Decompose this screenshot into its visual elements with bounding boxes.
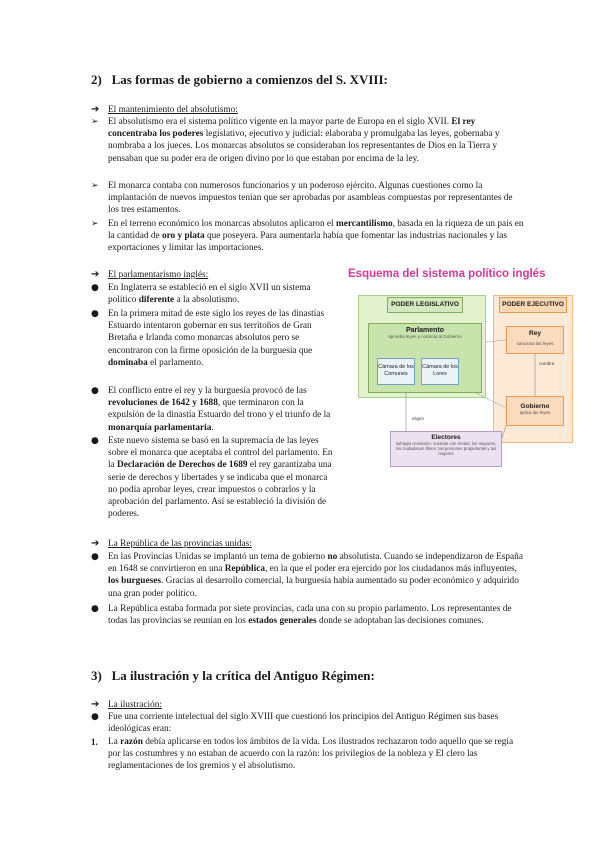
- bullet-icon: ●: [91, 712, 99, 722]
- bold-text: estados generales: [248, 616, 317, 627]
- parlamentarismo-subheading: [91, 269, 321, 281]
- bold-text: revoluciones de 1642 y 1688: [108, 398, 218, 409]
- government-label: Gobierno: [520, 403, 550, 410]
- subheading-text: La ilustración:: [108, 700, 162, 710]
- text: , en la que el poder era ejercido por los ciudadanos más influyentes,: [265, 564, 517, 575]
- bold-text: Declaración de Derechos de 1689: [117, 460, 248, 471]
- text: En las Provincias Unidas se implantó un tema de gobierno: [108, 552, 326, 562]
- republica-subheading: [91, 538, 521, 550]
- triangle-bullet-icon: ➢: [91, 219, 99, 229]
- section-3-heading: [91, 668, 531, 684]
- text: a la absolutismo.: [176, 295, 240, 306]
- text: El conflicto entre el rey y la burguesía provocó de las: [108, 386, 307, 396]
- section-title: Las formas de gobierno a comienzos del S. XVIII:: [111, 72, 388, 87]
- subheading-text: El parlamentarismo inglés:: [108, 270, 209, 280]
- section-number: 3): [91, 668, 102, 683]
- text: que poseyera. Para aumentarla había que fomentar las industrias nacionales y las exportaciones y limitar las importaciones.: [108, 231, 507, 254]
- parlamentarismo-bullet-3: [91, 385, 337, 434]
- section-title: La ilustración y la crítica del Antiguo Régimen:: [111, 668, 375, 683]
- bullet-icon: ●: [91, 309, 99, 319]
- commons-box: Cámara de los Comunes: [377, 358, 415, 385]
- arrow-icon: ➔: [91, 538, 100, 549]
- appoints-label: nombra: [539, 361, 555, 366]
- text: La República estaba formada por siete provincias, cada una con su propio parlamento. Los representantes de todas las provincias se reunían en los: [108, 604, 512, 627]
- subheading-text: El mantenimiento del absolutismo:: [108, 105, 238, 115]
- bullet-icon: ●: [91, 604, 99, 614]
- text: debía aplicarse en todos los ámbitos de la vida. Los ilustrados rechazaron todo aquello que se regía por las costumbres y no estaban de acuerdo con la razón: los privilegios de la nobleza y El clero las reglamentaciones de los gremios y el absolutismo.: [108, 737, 514, 772]
- absolutismo-subheading: [91, 104, 521, 116]
- text: legislativo, ejecutivo y judicial: elaboraba y promulgaba las leyes, gobernaba y nombraba a los jueces. Los monarcas absolutos se consideraban los representantes de Dios en la Tierra y pensaban que su poder era de origen divino por lo que estaban por encima de la ley.: [108, 129, 500, 164]
- text: En la primera mitad de este siglo los reyes de las dinastías Estuardo intentaron gobernar en sus territoños de Gran Bretaña e Irlanda como monarcas absolutos pero se encontraron con la firme oposición de la burguesía que: [108, 309, 325, 356]
- text: el parlamento.: [150, 357, 204, 368]
- text: El absolutismo era el sistema político vigente en la mayor parte de Europa en el siglo XVII.: [108, 117, 450, 127]
- absolutismo-paragraph-1: [91, 116, 525, 165]
- text: Este nuevo sistema se basó en la supremacía de las leyes sobre el monarca que aceptaba el control del parlamento. En la: [108, 436, 333, 471]
- bullet-icon: ●: [91, 436, 99, 446]
- diagram-title: Esquema del sistema político inglés: [348, 268, 546, 280]
- text: , basada en la riqueza de un país en la cantidad de: [108, 219, 524, 242]
- bold-text: El rey concentraba los poderes: [108, 117, 476, 140]
- text: Fue una corriente intelectual del siglo XVIII que cuestionó los principios del Antiguo Régimen sus bases ideológicas eran:: [108, 712, 499, 735]
- text: donde se adoptaban las decisiones comunes.: [318, 616, 484, 627]
- electors-label: Electores: [431, 434, 461, 441]
- arrow-icon: ➔: [91, 269, 100, 280]
- bullet-icon: ●: [91, 386, 99, 396]
- text: El monarca contaba con numerosos funcionarios y un poderoso ejército. Algunas cuestiones como la implantación de nuevos impuestos tenían que ser aprobadas por asambleas compuestas por representantes de los tres estamentos.: [108, 181, 513, 216]
- political-system-diagram: [336, 268, 574, 470]
- bullet-icon: ●: [91, 283, 99, 293]
- ilustracion-subheading: [91, 699, 521, 711]
- absolutismo-paragraph-2: [91, 180, 525, 217]
- bold-text: los burgueses: [108, 576, 161, 587]
- bold-text: razón: [120, 737, 143, 747]
- republica-bullet-2: [91, 603, 525, 627]
- text: La: [108, 737, 118, 747]
- bold-text: República: [224, 564, 265, 575]
- government-sublabel: aplica las leyes: [519, 410, 551, 415]
- text: En el terreno económico los monarcas absolutos aplicaron el: [108, 219, 334, 229]
- parliament-label: Parlamento: [405, 327, 445, 334]
- parlamentarismo-bullet-2: [91, 308, 337, 369]
- bold-text: oro y plata: [161, 231, 205, 242]
- parliament-sublabel: aprueba leyes y controla al Gobierno: [388, 334, 462, 339]
- arrow-icon: ➔: [91, 104, 100, 115]
- section-2-heading: [91, 72, 531, 88]
- section-number: 2): [91, 72, 102, 87]
- text: .: [211, 422, 214, 433]
- lords-box: Cámara de los Lores: [421, 358, 459, 385]
- electors-sublabel: sufragio censitario: cuentan con rentas; los mayores, los ciudadanos libres; las personas propietarias y las mujeres: [395, 441, 497, 456]
- list-number: 1.: [91, 737, 98, 747]
- bullet-icon: ●: [91, 552, 99, 562]
- bold-text: diferente: [138, 295, 175, 306]
- parlamentarismo-bullet-4: [91, 435, 337, 520]
- absolutismo-paragraph-3: [91, 218, 525, 255]
- executive-label: PODER EJECUTIVO: [499, 297, 567, 313]
- text: el rey garantizaba una serie de derechos y libertades y se indicaba que el monarca no podía aprobar leyes, crear impuestos o cobrarlos y la aprobación del parlamento. Así se estableció la división de poderes.: [108, 460, 332, 520]
- ilustracion-bullet-1: [91, 711, 525, 735]
- bold-text: mercantilismo: [335, 219, 393, 229]
- arrow-icon: ➔: [91, 699, 100, 710]
- triangle-bullet-icon: ➢: [91, 117, 99, 127]
- text: En Inglaterra se estableció en el siglo XVII un sistema político: [108, 283, 311, 306]
- bold-text: monarquía parlamentaria: [108, 422, 212, 433]
- king-label: Rey: [529, 330, 541, 337]
- bold-text: no: [327, 552, 338, 562]
- legislative-label: PODER LEGISLATIVO: [387, 297, 463, 313]
- text: . Gracias al desarrollo comercial, la burguesía había aumentado su poder económico y adquirido una gran poder político.: [108, 576, 519, 599]
- parlamentarismo-bullet-1: [91, 282, 337, 306]
- text: absolutista. Cuando se independizaron de España en 1648 se convirtieron en una: [108, 552, 523, 575]
- king-sublabel: sanciona las leyes: [516, 341, 554, 346]
- ilustracion-numbered-1: [91, 736, 525, 773]
- elect-label: eligen: [412, 416, 425, 421]
- bold-text: dominaba: [108, 357, 148, 368]
- text: , que terminaron con la expulsión de la dinastía Estuardo del trono y el triunfo de la: [108, 398, 331, 421]
- diagram-connectors: [336, 268, 574, 470]
- triangle-bullet-icon: ➢: [91, 181, 99, 191]
- republica-bullet-1: [91, 551, 525, 600]
- subheading-text: La República de las provincias unidas:: [108, 539, 252, 549]
